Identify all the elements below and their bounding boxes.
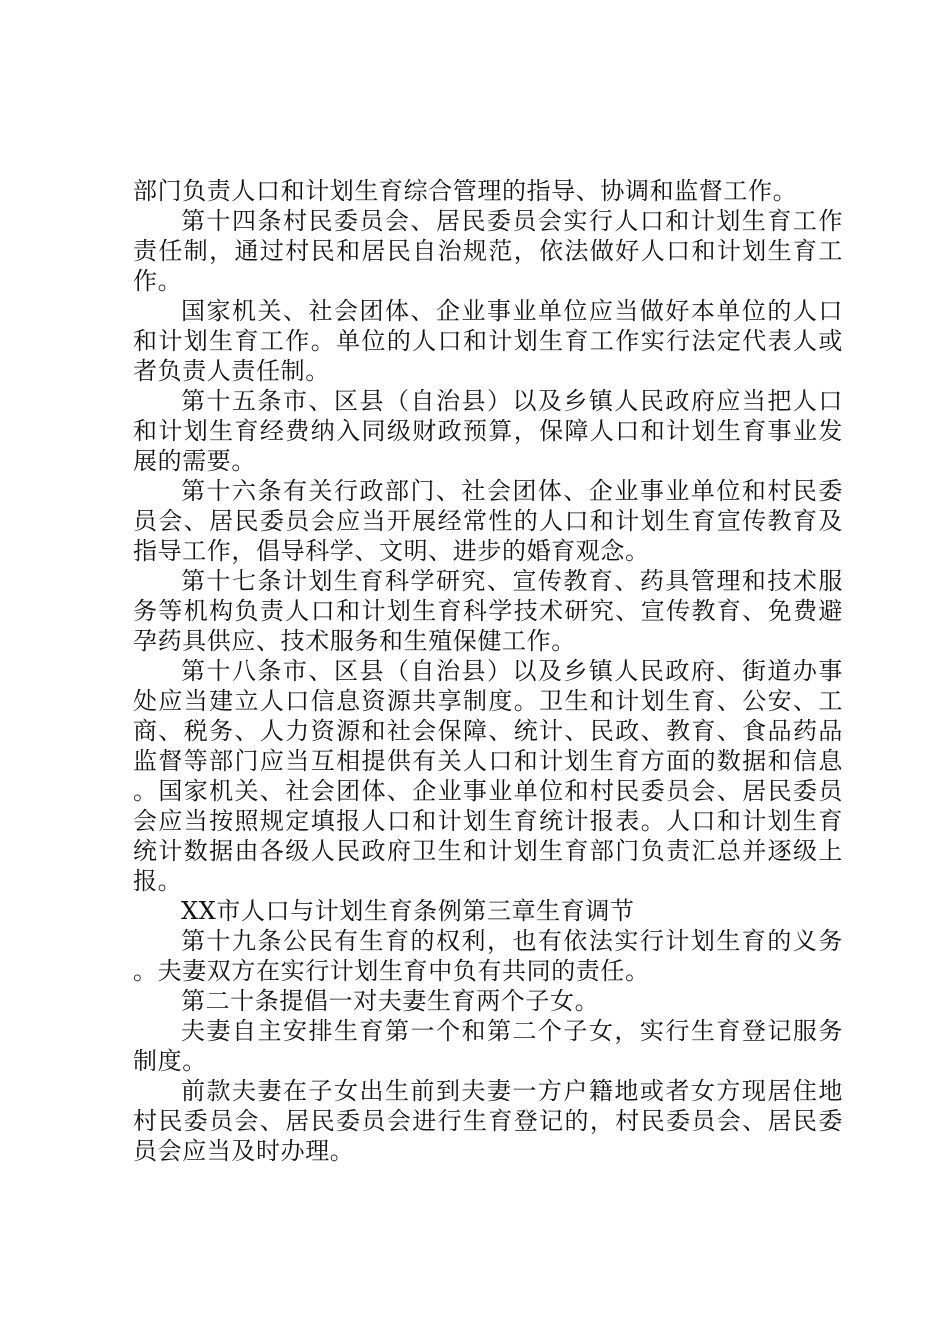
document-paragraph: 第十八条市、区县（自治县）以及乡镇人民政府、街道办事处应当建立人口信息资源共享制度。卫生和计划生育、公安、工商、税务、人力资源和社会保障、统计、民政、教育、食品药品监督等部门应当互相提供有关人口和计划生育方面的数据和信息。国家机关、社会团体、企业事业单位和村民委员会、居民委员会应当按照规定填报人口和计划生育统计报表。人口和计划生育统计数据由各级人民政府卫生和计划生育部门负责汇总并逐级上报。 <box>133 657 843 895</box>
document-paragraph: XX市人口与计划生育条例第三章生育调节 <box>181 897 635 925</box>
document-paragraph: 部门负责人口和计划生育综合管理的指导、协调和监督工作。 <box>133 177 798 205</box>
document-paragraph: 第二十条提倡一对夫妻生育两个子女。 <box>181 987 600 1015</box>
document-paragraph: 第十七条计划生育科学研究、宣传教育、药具管理和技术服务等机构负责人口和计划生育科学技术研究、宣传教育、免费避孕药具供应、技术服务和生殖保健工作。 <box>133 567 843 655</box>
document-paragraph: 前款夫妻在子女出生前到夫妻一方户籍地或者女方现居住地村民委员会、居民委员会进行生育登记的，村民委员会、居民委员会应当及时办理。 <box>133 1077 843 1165</box>
document-paragraph: 第十六条有关行政部门、社会团体、企业事业单位和村民委员会、居民委员会应当开展经常性的人口和计划生育宣传教育及指导工作，倡导科学、文明、进步的婚育观念。 <box>133 477 843 565</box>
document-paragraph: 国家机关、社会团体、企业事业单位应当做好本单位的人口和计划生育工作。单位的人口和计划生育工作实行法定代表人或者负责人责任制。 <box>133 297 843 385</box>
document-body <box>133 176 843 1166</box>
document-paragraph: 第十五条市、区县（自治县）以及乡镇人民政府应当把人口和计划生育经费纳入同级财政预算，保障人口和计划生育事业发展的需要。 <box>133 387 843 475</box>
document-paragraph: 第十九条公民有生育的权利，也有依法实行计划生育的义务。夫妻双方在实行计划生育中负有共同的责任。 <box>133 927 843 985</box>
document-paragraph: 夫妻自主安排生育第一个和第二个子女，实行生育登记服务制度。 <box>133 1017 843 1075</box>
document-paragraph: 第十四条村民委员会、居民委员会实行人口和计划生育工作责任制，通过村民和居民自治规范，依法做好人口和计划生育工作。 <box>133 207 843 295</box>
